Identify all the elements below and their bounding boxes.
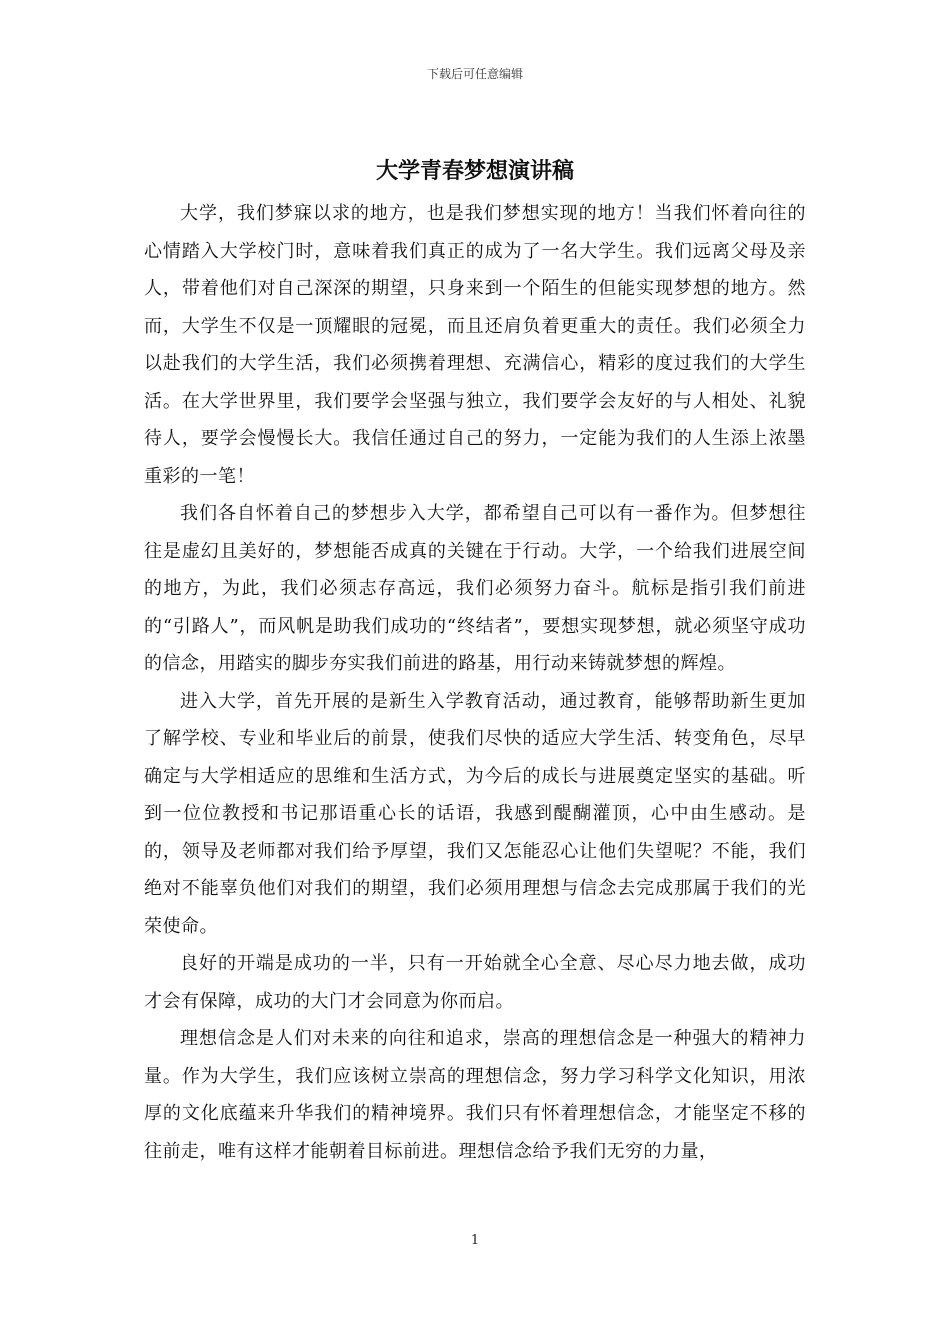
- page-number: 1: [470, 1233, 480, 1248]
- paragraph-4: 良好的开端是成功的一半，只有一开始就全心全意、尽心尽力地去做，成功才会有保障，成功的大门才会同意为你而启。: [144, 953, 806, 1012]
- document-body: [144, 195, 806, 1170]
- paragraph-3: 进入大学，首先开展的是新生入学教育活动，通过教育，能够帮助新生更加了解学校、专业和毕业后的前景，使我们尽快的适应大学生活、转变角色，尽早确定与大学相适应的思维和生活方式，为今后的成长与进展奠定坚实的基础。听到一位位教授和书记那语重心长的话语，我感到醍醐灌顶，心中由生感动。是的，领导及老师都对我们给予厚望，我们又怎能忍心让他们失望呢？不能，我们绝对不能辜负他们对我们的期望，我们必须用理想与信念去完成那属于我们的光荣使命。: [144, 690, 806, 937]
- document-title: 大学青春梦想演讲稿: [375, 158, 574, 184]
- paragraph-2: 我们各自怀着自己的梦想步入大学，都希望自己可以有一番作为。但梦想往往是虚幻且美好的，梦想能否成真的关键在于行动。大学，一个给我们进展空间的地方，为此，我们必须志存高远，我们必须努力奋斗。航标是指引我们前进的“引路人”，而风帆是助我们成功的“终结者”，要想实现梦想，就必须坚守成功的信念，用踏实的脚步夯实我们前进的路基，用行动来铸就梦想的辉煌。: [144, 503, 806, 674]
- paragraph-5: 理想信念是人们对未来的向往和追求，崇高的理想信念是一种强大的精神力量。作为大学生，我们应该树立崇高的理想信念，努力学习科学文化知识，用浓厚的文化底蕴来升华我们的精神境界。我们只有怀着理想信念，才能坚定不移的往前走，唯有这样才能朝着目标前进。理想信念给予我们无穷的力量，: [144, 1028, 806, 1162]
- paragraph-1: 大学，我们梦寐以求的地方，也是我们梦想实现的地方！当我们怀着向往的心情踏入大学校门时，意味着我们真正的成为了一名大学生。我们远离父母及亲人，带着他们对自己深深的期望，只身来到一个陌生的但能实现梦想的地方。然而，大学生不仅是一顶耀眼的冠冕，而且还肩负着更重大的责任。我们必须全力以赴我们的大学生活，我们必须携着理想、充满信心，精彩的度过我们的大学生活。在大学世界里，我们要学会坚强与独立，我们要学会友好的与人相处、礼貌待人，要学会慢慢长大。我信任通过自己的努力，一定能为我们的人生添上浓墨重彩的一笔！: [144, 203, 806, 487]
- page-header-note: 下载后可任意编辑: [426, 67, 523, 81]
